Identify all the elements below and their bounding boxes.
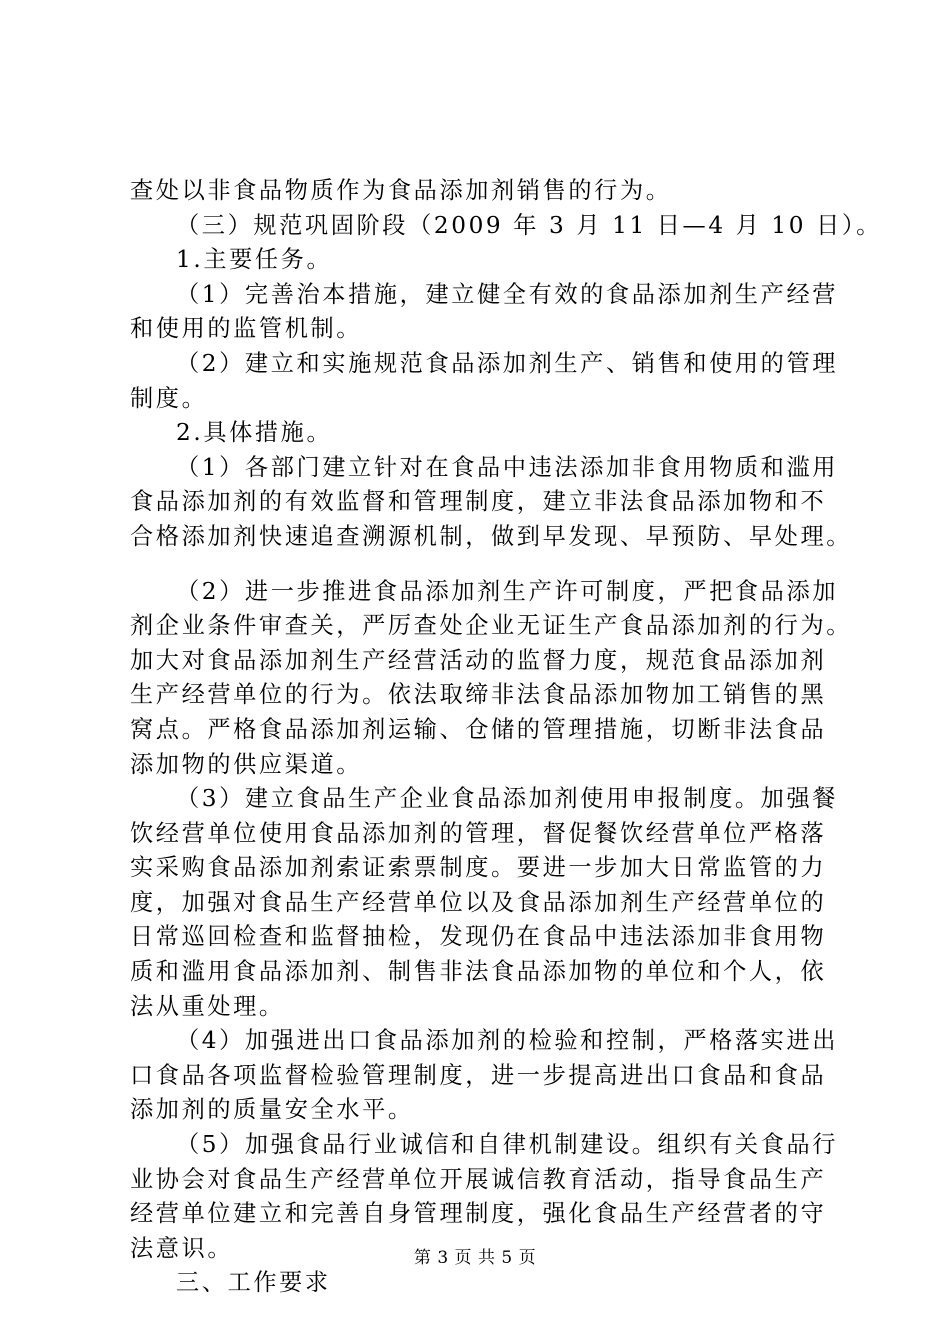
text-line: 添加物的供应渠道。 <box>130 750 363 778</box>
text-line: （1）完善治本措施，建立健全有效的食品添加剂生产经营 <box>176 280 839 308</box>
text-line: 制度。 <box>130 384 208 412</box>
text-line: 口食品各项监督检验管理制度，进一步提高进出口食品和食品 <box>130 1061 827 1089</box>
text-line: 质和滥用食品添加剂、制售非法食品添加物的单位和个人，依 <box>130 958 827 986</box>
text-line: 经营单位建立和完善自身管理制度，强化食品生产经营者的守 <box>130 1200 827 1228</box>
page-footer: 第 3 页 共 5 页 <box>413 1248 537 1268</box>
text-line: （1）各部门建立针对在食品中违法添加非食用物质和滥用 <box>176 453 839 481</box>
text-line: 食品添加剂的有效监督和管理制度，建立非法食品添加物和不 <box>130 488 827 516</box>
text-line: 窝点。严格食品添加剂运输、仓储的管理措施，切断非法食品 <box>130 715 827 743</box>
text-line: 添加剂的质量安全水平。 <box>130 1096 414 1124</box>
text-line: 加大对食品添加剂生产经营活动的监督力度，规范食品添加剂 <box>130 646 827 674</box>
text-line: 度，加强对食品生产经营单位以及食品添加剂生产经营单位的 <box>130 888 827 916</box>
text-line: 法从重处理。 <box>130 992 285 1020</box>
text-line: 业协会对食品生产经营单位开展诚信教育活动，指导食品生产 <box>130 1165 827 1193</box>
text-line: （2）建立和实施规范食品添加剂生产、销售和使用的管理 <box>176 349 839 377</box>
text-line: 剂企业条件审查关，严厉查处企业无证生产食品添加剂的行为。 <box>130 612 853 640</box>
text-line: 饮经营单位使用食品添加剂的管理，督促餐饮经营单位严格落 <box>130 819 827 847</box>
text-line: （3）建立食品生产企业食品添加剂使用申报制度。加强餐 <box>176 785 839 813</box>
text-line: 1.主要任务。 <box>176 246 333 274</box>
text-line: （4）加强进出口食品添加剂的检验和控制，严格落实进出 <box>176 1027 839 1055</box>
text-line: 日常巡回检查和监督抽检，发现仍在食品中违法添加非食用物 <box>130 923 827 951</box>
paragraph-spacer <box>130 555 850 575</box>
text-line: （三）规范巩固阶段（2009 年 3 月 11 日—4 月 10 日）。 <box>176 211 882 239</box>
text-line: （5）加强食品行业诚信和自律机制建设。组织有关食品行 <box>176 1131 839 1159</box>
document-body <box>130 174 882 1301</box>
text-line: 法意识。 <box>130 1234 234 1262</box>
text-line: （2）进一步推进食品添加剂生产许可制度，严把食品添加 <box>176 577 839 605</box>
text-line: 和使用的监管机制。 <box>130 315 363 343</box>
text-line: 实采购食品添加剂索证索票制度。要进一步加大日常监管的力 <box>130 854 827 882</box>
text-line: 查处以非食品物质作为食品添加剂销售的行为。 <box>130 177 672 204</box>
text-line: 三、工作要求 <box>176 1269 331 1297</box>
text-line: 2.具体措施。 <box>176 419 333 447</box>
text-line: 生产经营单位的行为。依法取缔非法食品添加物加工销售的黑 <box>130 681 827 709</box>
text-line: 合格添加剂快速追查溯源机制，做到早发现、早预防、早处理。 <box>130 522 853 550</box>
